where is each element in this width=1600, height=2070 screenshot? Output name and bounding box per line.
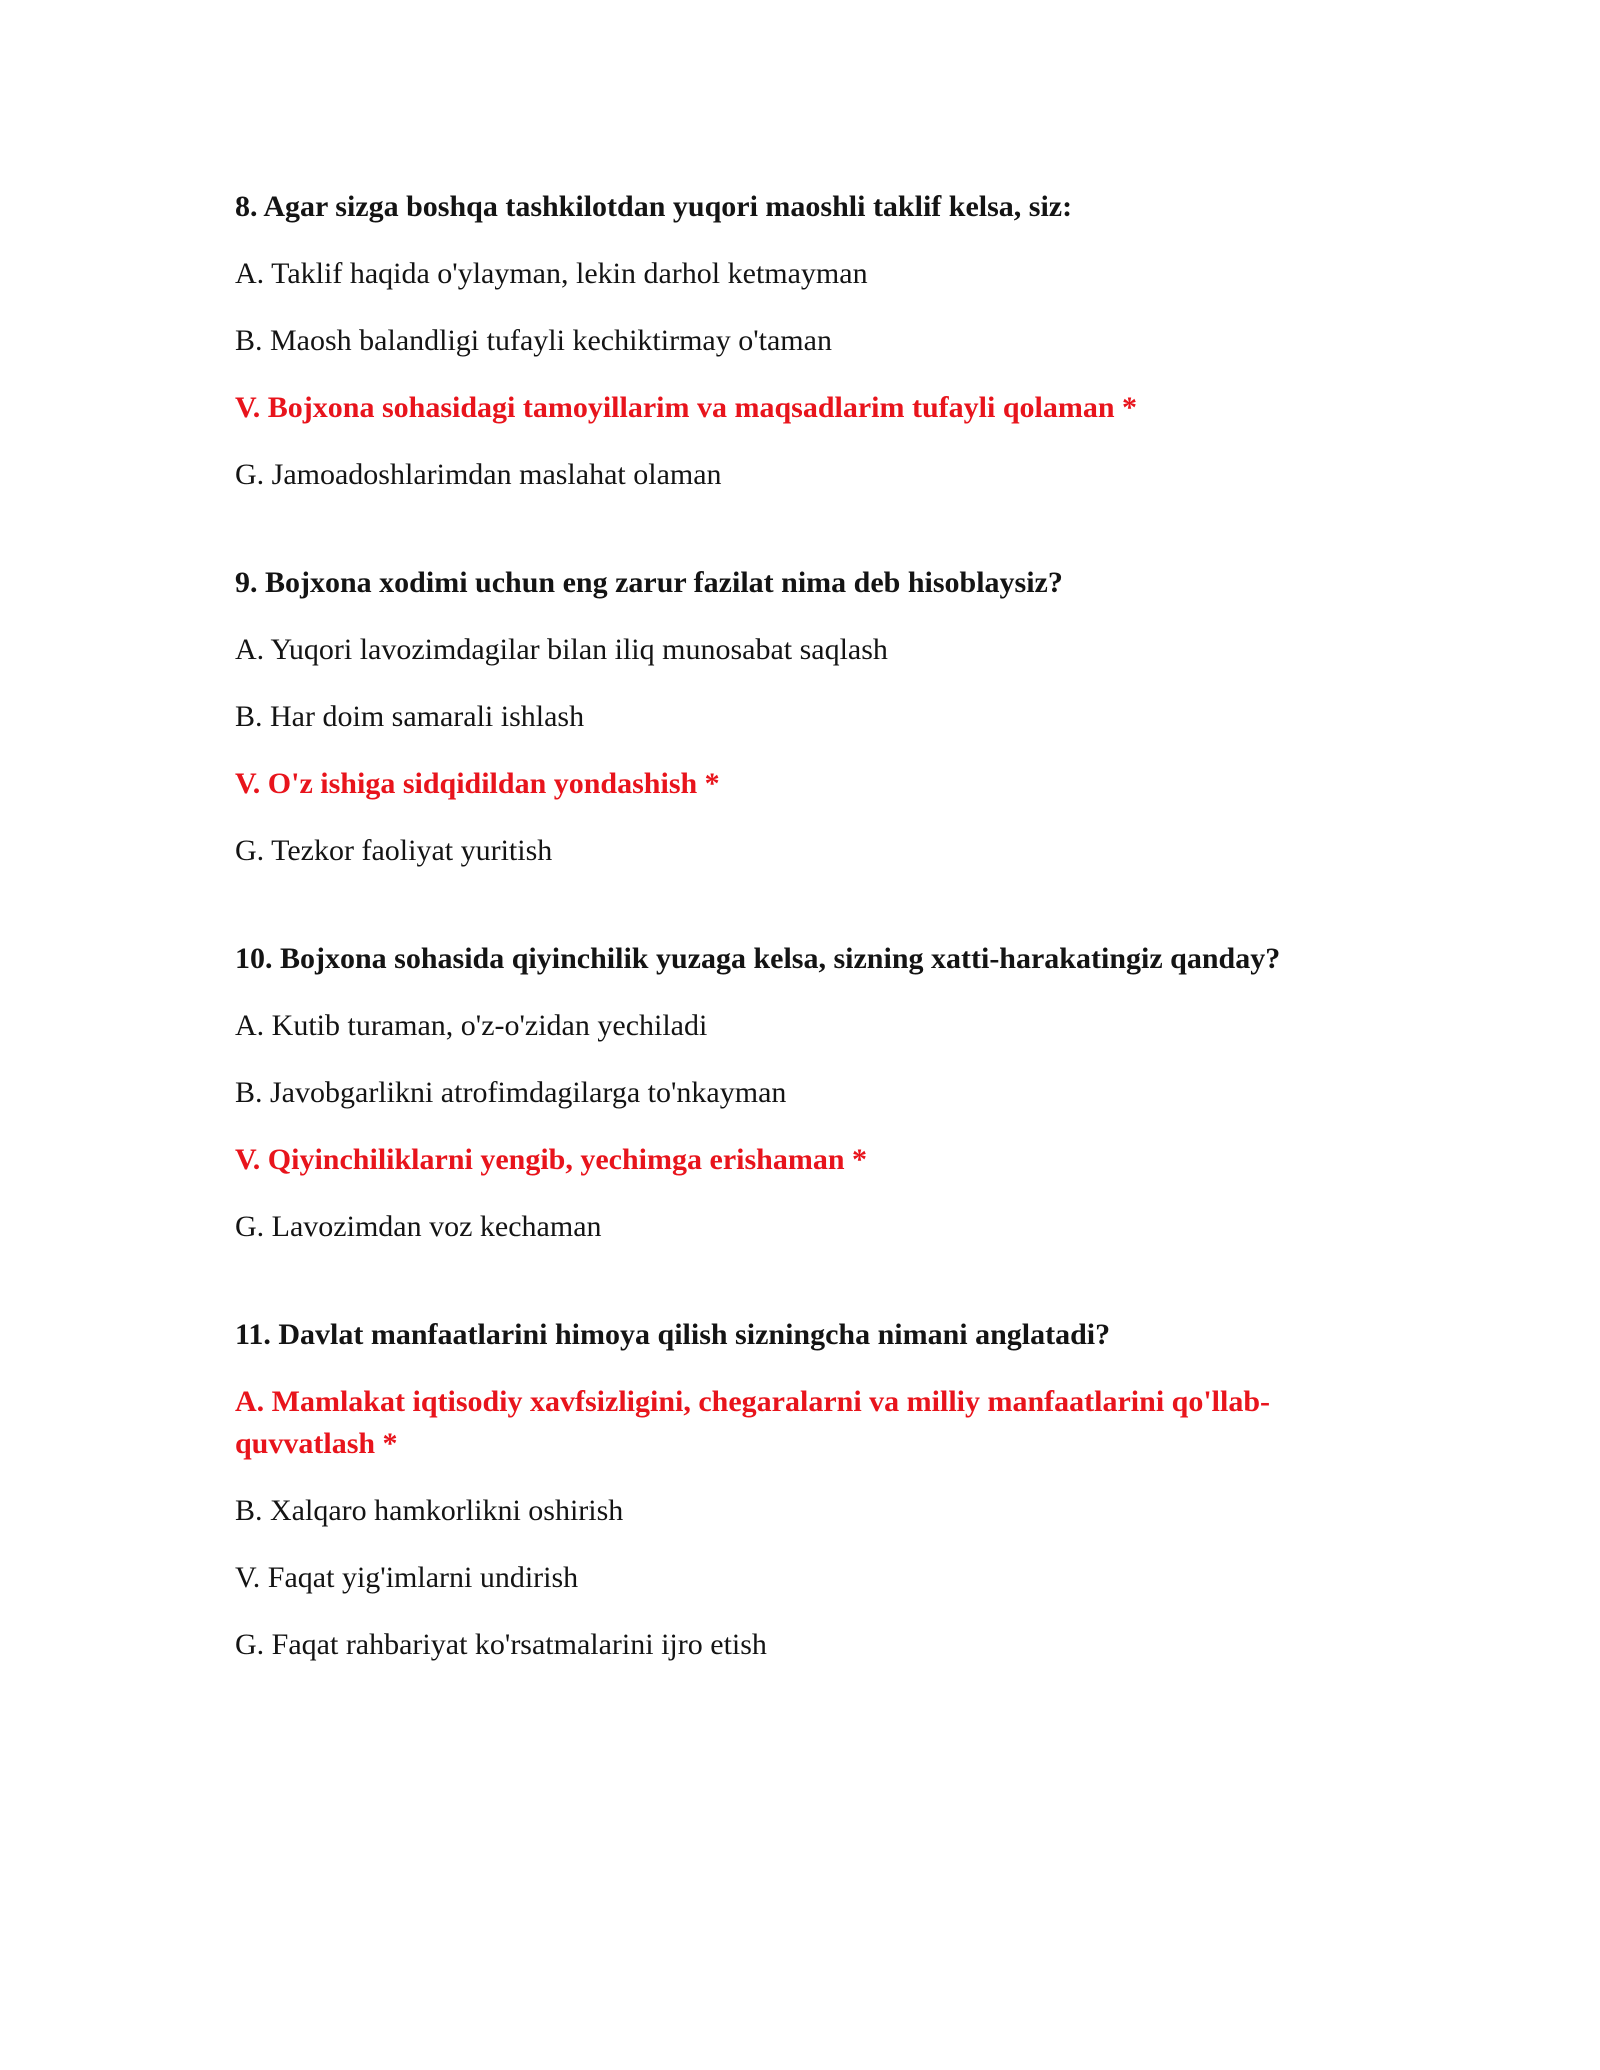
option-b: B. Xalqaro hamkorlikni oshirish	[235, 1494, 624, 1527]
option-a: A. Taklif haqida o'ylayman, lekin darhol ketmayman	[235, 257, 868, 290]
option-a-correct-answer: A. Mamlakat iqtisodiy xavfsizligini, chegaralarni va milliy manfaatlarini qo'llab-quvvatlash *	[235, 1385, 1271, 1460]
question-title: 8. Agar sizga boshqa tashkilotdan yuqori maoshli taklif kelsa, siz:	[235, 190, 1073, 223]
question-10	[235, 938, 1365, 1248]
option-v-correct-answer: V. Qiyinchiliklarni yengib, yechimga erishaman *	[235, 1143, 868, 1176]
option-a: A. Yuqori lavozimdagilar bilan iliq munosabat saqlash	[235, 633, 888, 666]
option-a: A. Kutib turaman, o'z-o'zidan yechiladi	[235, 1009, 708, 1042]
option-g: G. Jamoadoshlarimdan maslahat olaman	[235, 458, 722, 491]
option-g: G. Faqat rahbariyat ko'rsatmalarini ijro etish	[235, 1628, 767, 1661]
question-9	[235, 562, 1365, 872]
question-title: 11. Davlat manfaatlarini himoya qilish sizningcha nimani anglatadi?	[235, 1318, 1111, 1351]
document-page	[235, 186, 1365, 1732]
option-b: B. Har doim samarali ishlash	[235, 700, 585, 733]
option-b: B. Javobgarlikni atrofimdagilarga to'nkayman	[235, 1076, 787, 1109]
question-11	[235, 1314, 1365, 1666]
option-g: G. Tezkor faoliyat yuritish	[235, 834, 553, 867]
option-v-correct-answer: V. Bojxona sohasidagi tamoyillarim va maqsadlarim tufayli qolaman *	[235, 391, 1138, 424]
question-title: 10. Bojxona sohasida qiyinchilik yuzaga kelsa, sizning xatti-harakatingiz qanday?	[235, 942, 1281, 975]
option-v-correct-answer: V. O'z ishiga sidqidildan yondashish *	[235, 767, 720, 800]
option-v: V. Faqat yig'imlarni undirish	[235, 1561, 579, 1594]
question-title: 9. Bojxona xodimi uchun eng zarur fazilat nima deb hisoblaysiz?	[235, 566, 1063, 599]
question-8	[235, 186, 1365, 496]
option-g: G. Lavozimdan voz kechaman	[235, 1210, 602, 1243]
option-b: B. Maosh balandligi tufayli kechiktirmay o'taman	[235, 324, 832, 357]
